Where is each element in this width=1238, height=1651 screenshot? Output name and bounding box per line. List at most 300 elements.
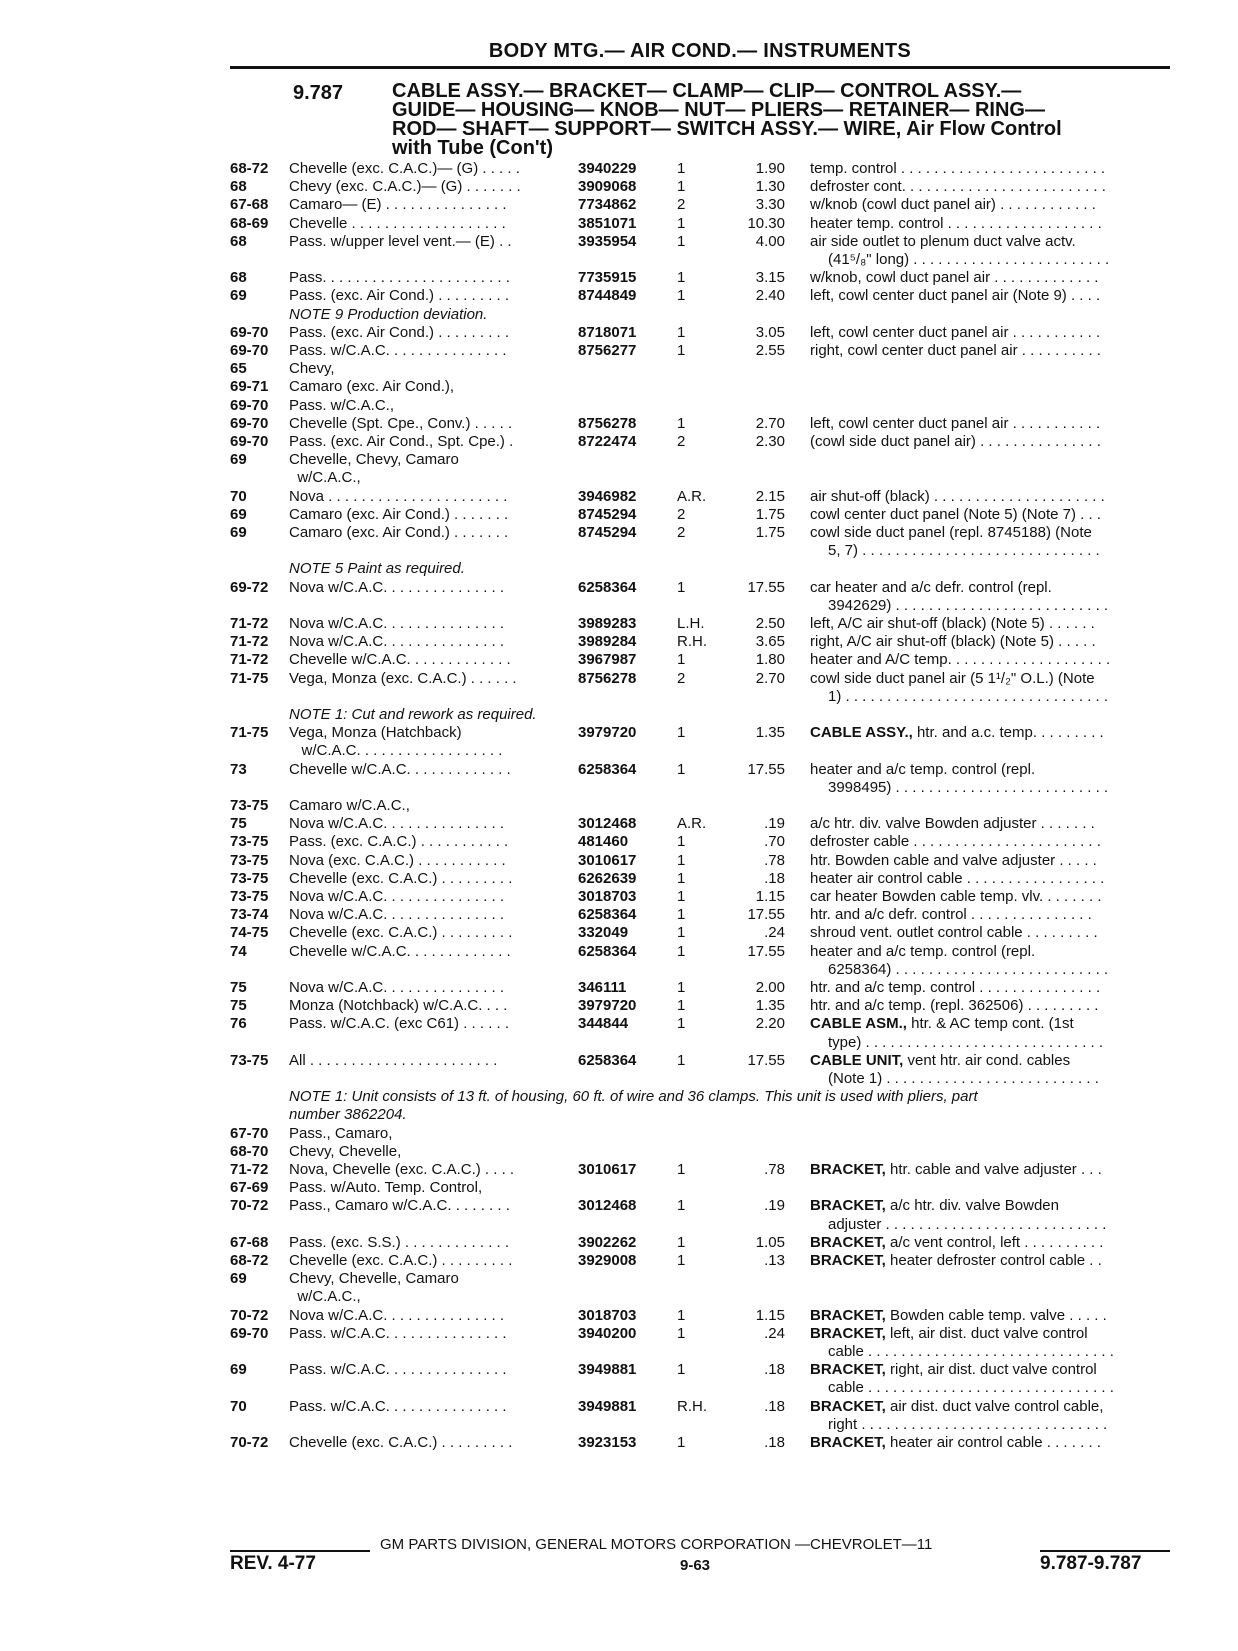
model-years: 68	[230, 269, 247, 287]
quantity: 1	[677, 342, 686, 359]
price: .13	[764, 1252, 785, 1269]
model-years: 68	[230, 178, 247, 196]
model-years: 69-70	[230, 342, 269, 359]
header-rule	[230, 66, 1170, 69]
price: .19	[764, 815, 785, 833]
description	[810, 924, 1172, 942]
model-years: 67-68	[230, 196, 269, 214]
part-number: 3989284	[578, 633, 637, 651]
model-years: 69	[230, 1361, 247, 1379]
description-heading: BRACKET,	[810, 1161, 886, 1178]
description	[810, 1325, 1172, 1343]
description-text: vent htr. air cond. cables	[903, 1051, 1071, 1069]
description	[810, 724, 1172, 742]
model-years: 73-75	[230, 797, 269, 814]
description	[810, 870, 1172, 888]
model-application: Chevelle (exc. C.A.C.) . . . . . . . . .	[289, 924, 513, 942]
description-text: right, air dist. duct valve control	[885, 1361, 1097, 1379]
quantity: 1	[677, 287, 686, 305]
model-application: Pass. w/C.A.C.,	[289, 396, 395, 414]
quantity: 1	[677, 1361, 686, 1379]
description-continuation: (41⁵/₈" long) . . . . . . . . . . . . . . . . . . . . . . . .	[828, 251, 1110, 268]
model-years: 70-72	[230, 1434, 269, 1451]
model-years: 75	[230, 979, 247, 996]
model-application: Chevelle (Spt. Cpe., Conv.) . . . . .	[289, 414, 513, 432]
part-number: 6258364	[578, 1051, 637, 1069]
description-continuation: cable . . . . . . . . . . . . . . . . . . . . . . . . . . . . . .	[828, 1343, 1114, 1360]
part-number: 3018703	[578, 888, 637, 905]
section-title-line: CABLE ASSY.— BRACKET— CLAMP— CLIP— CONTROL ASSY.—	[392, 80, 1022, 102]
description-text: defroster cable . . . . . . . . . . . . . . . . . . . . . . .	[810, 833, 1101, 851]
model-application: Nova . . . . . . . . . . . . . . . . . . . . . .	[289, 487, 508, 505]
description-text: heater and A/C temp. . . . . . . . . . . . . . . . . . . .	[810, 651, 1111, 669]
description	[810, 215, 1172, 233]
price: 2.20	[755, 1015, 785, 1033]
model-application: Pass. w/C.A.C. . . . . . . . . . . . . . .	[289, 1324, 507, 1342]
description	[810, 1161, 1172, 1179]
description-heading: BRACKET,	[810, 1233, 886, 1251]
description-text: htr. and a/c temp. control . . . . . . . . . . . . . . .	[810, 979, 1101, 996]
description	[810, 833, 1172, 851]
description	[810, 324, 1172, 342]
price: 1.35	[755, 997, 785, 1015]
model-years: 71-72	[230, 1161, 269, 1178]
description	[810, 651, 1172, 669]
model-application-continuation: w/C.A.C. . . . . . . . . . . . . . . . . .	[289, 742, 503, 760]
description-text: htr. cable and valve adjuster . . .	[885, 1161, 1102, 1178]
quantity: 1	[677, 578, 686, 596]
model-years: 69	[230, 505, 247, 523]
description-text: heater air control cable . . . . . . .	[885, 1434, 1101, 1451]
description-text: air side outlet to plenum duct valve actv.	[810, 232, 1076, 250]
model-application: Pass. w/C.A.C. (exc C61) . . . . . .	[289, 1015, 510, 1033]
part-number: 332049	[578, 924, 629, 942]
description	[810, 852, 1172, 870]
quantity: 1	[677, 214, 686, 232]
note: NOTE 1: Unit consists of 13 ft. of housing, 60 ft. of wire and 36 clamps. This unit is used with pliers, part	[289, 1088, 978, 1106]
description-text: car heater and a/c defr. control (repl.	[810, 578, 1052, 596]
price: 17.55	[747, 906, 785, 924]
model-years: 71-72	[230, 615, 269, 632]
part-number: 344844	[578, 1015, 629, 1033]
description-text: heater defroster control cable . .	[885, 1252, 1102, 1269]
part-number: 481460	[578, 833, 629, 851]
description	[810, 178, 1172, 196]
price: .19	[764, 1197, 785, 1215]
model-application-continuation: w/C.A.C.,	[289, 469, 361, 487]
model-application: Pass. . . . . . . . . . . . . . . . . . . . . . .	[289, 269, 510, 287]
model-application: Pass. (exc. Air Cond.) . . . . . . . . .	[289, 323, 510, 341]
part-number: 7734862	[578, 196, 637, 214]
description	[810, 670, 1172, 688]
description	[810, 633, 1172, 651]
model-application: Pass., Camaro,	[289, 1124, 393, 1142]
description-continuation: 1) . . . . . . . . . . . . . . . . . . . . . . . . . . . . . . . .	[828, 687, 1109, 705]
description-text: cowl side duct panel (repl. 8745188) (Note	[810, 524, 1092, 541]
price: 2.55	[755, 342, 785, 359]
model-application: Pass. w/C.A.C. . . . . . . . . . . . . . .	[289, 342, 507, 359]
price: 1.35	[755, 724, 785, 742]
description	[810, 196, 1172, 214]
quantity: 1	[677, 997, 686, 1015]
quantity: R.H.	[677, 633, 707, 651]
model-application: Chevelle (exc. C.A.C.) . . . . . . . . .	[289, 1252, 513, 1269]
quantity: 1	[677, 1324, 686, 1342]
description	[810, 269, 1172, 287]
description-continuation: adjuster . . . . . . . . . . . . . . . . . . . . . . . . . . .	[828, 1215, 1107, 1233]
note: NOTE 1: Cut and rework as required.	[289, 706, 537, 723]
description	[810, 287, 1172, 305]
description-heading: CABLE ASM.,	[810, 1015, 907, 1033]
description	[810, 1361, 1172, 1379]
description	[810, 906, 1172, 924]
part-number: 3949881	[578, 1361, 637, 1379]
price: 1.30	[755, 178, 785, 196]
price: 1.05	[755, 1233, 785, 1251]
price: 2.40	[755, 287, 785, 305]
description	[810, 342, 1172, 360]
description-text: a/c htr. div. valve Bowden	[885, 1197, 1059, 1215]
price: 3.15	[755, 269, 785, 287]
part-number: 3012468	[578, 1197, 637, 1215]
description-text: htr. & AC temp cont. (1st	[906, 1015, 1074, 1033]
description-text: air dist. duct valve control cable,	[885, 1397, 1104, 1415]
part-number: 3012468	[578, 815, 637, 833]
price: 1.75	[755, 505, 785, 523]
model-years: 69-70	[230, 323, 269, 341]
part-number: 6262639	[578, 869, 637, 887]
description-text: left, cowl center duct panel air . . . . . . . . . . .	[810, 323, 1101, 341]
model-application: Chevelle (exc. C.A.C.) . . . . . . . . .	[289, 1434, 513, 1451]
part-number: 3940200	[578, 1324, 637, 1342]
model-years: 75	[230, 815, 247, 833]
description-text: heater and a/c temp. control (repl.	[810, 942, 1036, 960]
model-years: 69	[230, 1270, 247, 1288]
part-number: 6258364	[578, 942, 637, 960]
part-number: 7735915	[578, 269, 637, 287]
model-application: Chevelle, Chevy, Camaro	[289, 451, 459, 469]
quantity: 1	[677, 269, 686, 287]
description-heading: CABLE UNIT,	[810, 1051, 904, 1069]
description-text: temp. control . . . . . . . . . . . . . . . . . . . . . . . . .	[810, 160, 1106, 177]
model-application: Pass. (exc. Air Cond., Spt. Cpe.) .	[289, 433, 514, 450]
part-number: 6258364	[578, 906, 637, 924]
model-years: 68-70	[230, 1142, 269, 1160]
part-number: 8718071	[578, 323, 637, 341]
model-application: Camaro— (E) . . . . . . . . . . . . . . .	[289, 196, 507, 214]
model-years: 73-74	[230, 906, 269, 924]
model-years: 69-70	[230, 433, 269, 450]
model-application: Chevy (exc. C.A.C.)— (G) . . . . . . .	[289, 178, 521, 196]
description	[810, 1234, 1172, 1252]
quantity: 1	[677, 1051, 686, 1069]
model-application: Nova w/C.A.C. . . . . . . . . . . . . . .	[289, 906, 505, 924]
quantity: 1	[677, 869, 686, 887]
price: 17.55	[747, 578, 785, 596]
model-application: Pass. w/C.A.C. . . . . . . . . . . . . . .	[289, 1361, 507, 1379]
model-application: Chevelle (exc. C.A.C.) . . . . . . . . .	[289, 869, 513, 887]
quantity: 1	[677, 942, 686, 960]
model-application: Vega, Monza (exc. C.A.C.) . . . . . .	[289, 669, 517, 687]
model-application: All . . . . . . . . . . . . . . . . . . . . . . .	[289, 1051, 498, 1069]
description	[810, 1398, 1172, 1416]
description	[810, 415, 1172, 433]
model-application: Chevelle w/C.A.C. . . . . . . . . . . . .	[289, 760, 511, 778]
note-continuation: number 3862204.	[289, 1106, 407, 1124]
model-years: 70	[230, 1397, 247, 1415]
description-heading: BRACKET,	[810, 1397, 886, 1415]
price: 1.15	[755, 888, 785, 905]
quantity: 1	[677, 1015, 686, 1033]
model-application: Nova w/C.A.C. . . . . . . . . . . . . . .	[289, 888, 505, 905]
model-years: 67-68	[230, 1233, 269, 1251]
quantity: 1	[677, 833, 686, 851]
model-application: Pass. w/C.A.C. . . . . . . . . . . . . . .	[289, 1397, 507, 1415]
model-application: Nova (exc. C.A.C.) . . . . . . . . . . .	[289, 851, 506, 869]
description-text: heater air control cable . . . . . . . . . . . . . . . . .	[810, 869, 1105, 887]
quantity: 1	[677, 760, 686, 778]
description	[810, 1434, 1172, 1452]
page-header: BODY MTG.— AIR COND.— INSTRUMENTS	[488, 40, 912, 62]
footer-rule-left	[230, 1550, 370, 1552]
description	[810, 1252, 1172, 1270]
description-text: heater temp. control . . . . . . . . . . . . . . . . . . .	[810, 214, 1102, 232]
part-number: 3946982	[578, 487, 637, 505]
price: .18	[764, 1397, 785, 1415]
quantity: 1	[677, 323, 686, 341]
description-text: car heater Bowden cable temp. vlv. . . . . . . .	[810, 888, 1102, 905]
price: 4.00	[755, 232, 785, 250]
model-years: 65	[230, 360, 247, 378]
model-application: Chevelle w/C.A.C. . . . . . . . . . . . .	[289, 942, 511, 960]
description-text: left, cowl center duct panel air . . . . . . . . . . .	[810, 414, 1101, 432]
model-application: Pass., Camaro w/C.A.C. . . . . . . .	[289, 1197, 510, 1215]
part-number: 8745294	[578, 505, 637, 523]
part-number: 8744849	[578, 287, 637, 305]
price: 1.80	[755, 651, 785, 669]
price: .78	[764, 851, 785, 869]
part-number: 8745294	[578, 524, 637, 541]
footer-rule-right	[1040, 1550, 1170, 1552]
description-continuation: cable . . . . . . . . . . . . . . . . . . . . . . . . . . . . . .	[828, 1379, 1114, 1397]
model-years: 68	[230, 232, 247, 250]
section-title	[392, 82, 1152, 158]
model-years: 68-69	[230, 214, 269, 232]
model-years: 74-75	[230, 924, 269, 942]
model-years: 67-70	[230, 1124, 269, 1142]
model-years: 69-72	[230, 578, 269, 596]
description-text: defroster cont. . . . . . . . . . . . . . . . . . . . . . . . .	[810, 178, 1106, 196]
model-application-continuation: w/C.A.C.,	[289, 1288, 361, 1306]
revision-label: REV. 4-77	[230, 1553, 316, 1574]
model-years: 73-75	[230, 833, 269, 851]
quantity: 1	[677, 232, 686, 250]
price: .70	[764, 833, 785, 851]
part-number: 3979720	[578, 997, 637, 1015]
model-years: 68-72	[230, 160, 269, 177]
price: 1.90	[755, 160, 785, 177]
model-years: 73-75	[230, 869, 269, 887]
part-number: 3909068	[578, 178, 637, 196]
quantity: 1	[677, 979, 686, 996]
price: 1.15	[755, 1306, 785, 1324]
model-years: 70	[230, 487, 247, 505]
section-range: 9.787-9.787	[1040, 1553, 1142, 1574]
description-text: w/knob, cowl duct panel air . . . . . . . . . . . . .	[810, 269, 1099, 287]
description-continuation: (Note 1) . . . . . . . . . . . . . . . . . . . . . . . . . .	[828, 1070, 1099, 1087]
price: 3.65	[755, 633, 785, 651]
price: 17.55	[747, 942, 785, 960]
description-continuation: right . . . . . . . . . . . . . . . . . . . . . . . . . . . . . .	[828, 1415, 1108, 1433]
description-continuation: 3942629) . . . . . . . . . . . . . . . . . . . . . . . . . .	[828, 596, 1109, 614]
description-text: cowl side duct panel air (5 1¹/₂" O.L.) (Note	[810, 669, 1095, 687]
description	[810, 979, 1172, 997]
price: .18	[764, 869, 785, 887]
part-number: 3010617	[578, 1161, 637, 1178]
part-number: 8756277	[578, 342, 637, 359]
part-number: 3935954	[578, 232, 637, 250]
description	[810, 888, 1172, 906]
description-continuation: 3998495) . . . . . . . . . . . . . . . . . . . . . . . . . .	[828, 778, 1109, 796]
description-text: left, A/C air shut-off (black) (Note 5) . . . . . .	[810, 615, 1095, 632]
quantity: 1	[677, 851, 686, 869]
model-years: 69	[230, 287, 247, 305]
description	[810, 1307, 1172, 1325]
quantity: 2	[677, 524, 686, 541]
quantity: 1	[677, 906, 686, 924]
description	[810, 761, 1172, 779]
model-years: 70-72	[230, 1197, 269, 1215]
quantity: 1	[677, 178, 686, 196]
price: 2.30	[755, 433, 785, 450]
quantity: 1	[677, 1197, 686, 1215]
model-years: 69-71	[230, 378, 269, 396]
description	[810, 506, 1172, 524]
model-years: 69	[230, 524, 247, 541]
description-text: cowl center duct panel (Note 5) (Note 7) . . .	[810, 505, 1101, 523]
quantity: 1	[677, 160, 686, 177]
model-years: 68-72	[230, 1252, 269, 1269]
price: 2.00	[755, 979, 785, 996]
model-application: Nova w/C.A.C. . . . . . . . . . . . . . .	[289, 615, 505, 632]
part-number: 6258364	[578, 578, 637, 596]
quantity: 1	[677, 414, 686, 432]
part-number: 3940229	[578, 160, 637, 177]
model-years: 69	[230, 451, 247, 469]
description	[810, 1015, 1172, 1033]
model-application: Pass. (exc. C.A.C.) . . . . . . . . . . .	[289, 833, 509, 851]
description	[810, 433, 1172, 451]
part-number: 3929008	[578, 1252, 637, 1269]
quantity: 1	[677, 924, 686, 942]
model-application: Camaro (exc. Air Cond.) . . . . . . .	[289, 505, 509, 523]
part-number: 3851071	[578, 214, 637, 232]
model-application: Pass. (exc. Air Cond.) . . . . . . . . .	[289, 287, 510, 305]
description-text: htr. and a/c temp. (repl. 362506) . . . . . . . . .	[810, 997, 1099, 1015]
model-application: Chevelle w/C.A.C. . . . . . . . . . . . .	[289, 651, 511, 669]
description	[810, 615, 1172, 633]
price: 17.55	[747, 1051, 785, 1069]
model-application: Camaro (exc. Air Cond.) . . . . . . .	[289, 524, 509, 541]
quantity: 1	[677, 1252, 686, 1269]
model-years: 71-75	[230, 724, 269, 742]
description	[810, 579, 1172, 597]
part-number: 3967987	[578, 651, 637, 669]
model-years: 73-75	[230, 1051, 269, 1069]
description-heading: CABLE ASSY.,	[810, 724, 913, 742]
model-application: Chevy, Chevelle,	[289, 1142, 402, 1160]
model-years: 71-72	[230, 633, 269, 651]
description-heading: BRACKET,	[810, 1197, 886, 1215]
description-text: a/c htr. div. valve Bowden adjuster . . . . . . .	[810, 815, 1095, 833]
description-text: Bowden cable temp. valve . . . . .	[885, 1306, 1107, 1324]
description-text: a/c vent control, left . . . . . . . . . .	[885, 1233, 1104, 1251]
description	[810, 488, 1172, 506]
model-application: Nova w/C.A.C. . . . . . . . . . . . . . .	[289, 815, 505, 833]
price: .24	[764, 924, 785, 942]
price: 2.70	[755, 414, 785, 432]
part-number: 8722474	[578, 433, 637, 450]
model-application: Monza (Notchback) w/C.A.C. . . .	[289, 997, 508, 1015]
quantity: 1	[677, 724, 686, 742]
description-heading: BRACKET,	[810, 1434, 886, 1451]
description-text: heater and a/c temp. control (repl.	[810, 760, 1036, 778]
model-application: Nova w/C.A.C. . . . . . . . . . . . . . .	[289, 578, 505, 596]
model-years: 71-72	[230, 651, 269, 669]
price: .18	[764, 1434, 785, 1451]
price: .24	[764, 1324, 785, 1342]
description-heading: BRACKET,	[810, 1306, 886, 1324]
model-application: Pass. w/Auto. Temp. Control,	[289, 1179, 483, 1197]
price: .18	[764, 1361, 785, 1379]
quantity: 1	[677, 1434, 686, 1451]
part-number: 8756278	[578, 669, 637, 687]
description-text: right, cowl center duct panel air . . . . . . . . . .	[810, 342, 1101, 359]
model-years: 70-72	[230, 1306, 269, 1324]
description-text: left, air dist. duct valve control	[885, 1324, 1088, 1342]
price: 17.55	[747, 760, 785, 778]
model-application: Camaro (exc. Air Cond.),	[289, 378, 455, 396]
quantity: 1	[677, 1233, 686, 1251]
model-years: 73	[230, 760, 247, 778]
quantity: A.R.	[677, 487, 707, 505]
description	[810, 815, 1172, 833]
description-heading: BRACKET,	[810, 1252, 886, 1269]
quantity: 1	[677, 888, 686, 905]
model-application: Vega, Monza (Hatchback)	[289, 724, 462, 742]
description-continuation: 5, 7) . . . . . . . . . . . . . . . . . . . . . . . . . . . . .	[828, 542, 1100, 560]
quantity: 2	[677, 433, 686, 450]
description-text: air shut-off (black) . . . . . . . . . . . . . . . . . . . . .	[810, 487, 1105, 505]
model-application: Chevelle . . . . . . . . . . . . . . . . . . .	[289, 214, 506, 232]
part-number: 346111	[578, 979, 627, 996]
quantity: 1	[677, 651, 686, 669]
description	[810, 160, 1172, 178]
part-number: 3989283	[578, 615, 637, 632]
model-years: 69-70	[230, 414, 269, 432]
part-number: 3949881	[578, 1397, 637, 1415]
price: 2.50	[755, 615, 785, 632]
quantity: A.R.	[677, 815, 707, 833]
model-application: Chevy,	[289, 360, 335, 378]
model-application: Pass. w/upper level vent.— (E) . .	[289, 232, 512, 250]
model-years: 67-69	[230, 1179, 269, 1197]
quantity: 2	[677, 505, 686, 523]
quantity: 1	[677, 1306, 686, 1324]
part-number: 3923153	[578, 1434, 637, 1451]
quantity: L.H.	[677, 615, 705, 632]
model-application: Nova w/C.A.C. . . . . . . . . . . . . . .	[289, 1306, 505, 1324]
